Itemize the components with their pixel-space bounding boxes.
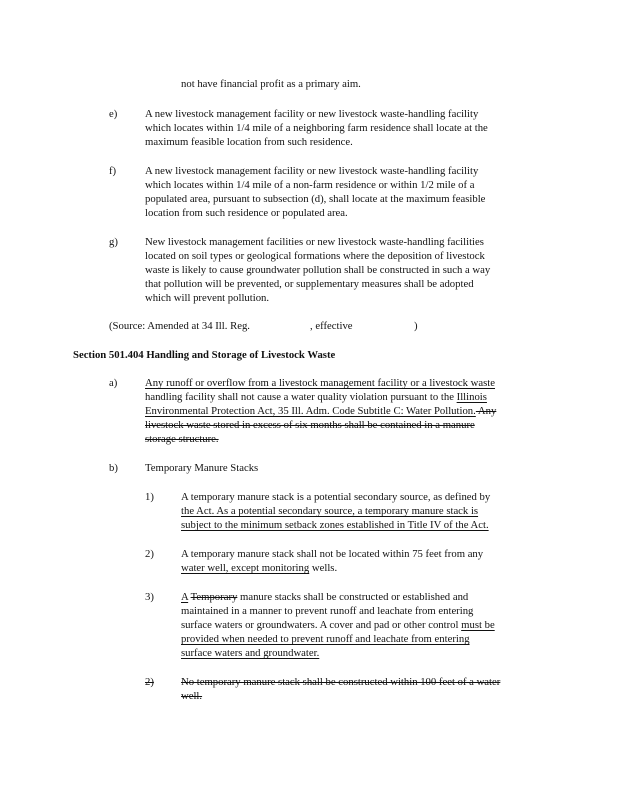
sub-1-line-3-inserted: subject to the minimum setback zones established in Title IV of the Act. <box>181 519 489 531</box>
section-heading: Section 501.404 Handling and Storage of Livestock Waste <box>73 349 336 361</box>
sub-3-line-3-inserted: must be <box>461 619 495 631</box>
item-b-label: b) <box>109 462 118 474</box>
item-g-line-3: waste is likely to cause groundwater pollution shall be constructed in such a way <box>145 264 491 276</box>
item-a-line-4-deleted: livestock waste stored in excess of six months shall be contained in a manure <box>145 419 475 431</box>
item-a-line-3-deleted: Any <box>475 405 497 417</box>
deleted-sub-line-2: well. <box>181 690 203 702</box>
source-note-part-1: (Source: Amended at 34 Ill. Reg. <box>109 320 250 332</box>
item-a-line-2 <box>145 391 487 404</box>
item-a-line-3 <box>145 405 496 418</box>
item-b-continuation: not have financial profit as a primary aim. <box>181 78 361 90</box>
item-a-line-2-text: handling facility shall not cause a water quality violation pursuant to the <box>145 391 457 403</box>
item-f-line-3: populated area, pursuant to subsection (d), shall locate at the maximum feasible <box>145 193 486 205</box>
item-a-label: a) <box>109 377 118 389</box>
sub-3-line-3-text: surface waters or groundwaters. A cover and pad or other control <box>181 619 462 631</box>
item-g-line-1: New livestock management facilities or new livestock waste-handling facilities <box>145 236 484 248</box>
sub-3-line-1-inserted: A <box>181 591 189 603</box>
item-a-line-1-inserted: Any runoff or overflow from a livestock management facility or a livestock waste <box>145 377 496 389</box>
item-g-line-5: which will prevent pollution. <box>145 292 270 304</box>
sub-1-line-2-inserted: the Act. As a potential secondary source, a temporary manure stack is <box>181 505 479 517</box>
item-e-line-2: which locates within 1/4 mile of a neighboring farm residence shall locate at the <box>145 122 488 134</box>
sub-3-line-1 <box>181 591 468 604</box>
deleted-sub-line-1: No temporary manure stack shall be constructed within 100 feet of a water <box>181 676 501 688</box>
item-g-line-2: located on soil types or geological formations where the deposition of livestock <box>145 250 485 262</box>
source-note-part-2: , effective <box>310 320 353 332</box>
item-g-line-4: that pollution will be prevented, or supplementary measures shall be adopted <box>145 278 474 290</box>
sub-3-line-3 <box>181 619 495 632</box>
item-f-line-2: which locates within 1/4 mile of a non-farm residence or within 1/2 mile of a <box>145 179 475 191</box>
sub-2-line-2 <box>181 562 337 575</box>
item-e-line-3: maximum feasible location from such residence. <box>145 136 353 148</box>
item-a-line-3-inserted: Environmental Protection Act, 35 Ill. Adm. Code Subtitle C: Water Pollution. <box>145 405 476 417</box>
sub-2-line-2-text: wells. <box>309 562 338 574</box>
sub-3-label: 3) <box>145 591 154 603</box>
sub-2-line-2-inserted: water well, except monitoring <box>181 562 310 574</box>
item-e-line-1: A new livestock management facility or new livestock waste-handling facility <box>145 108 479 120</box>
item-a-line-1 <box>145 377 495 390</box>
sub-2-label: 2) <box>145 548 154 560</box>
item-g-label: g) <box>109 236 118 248</box>
item-a-line-5-deleted: storage structure. <box>145 433 219 445</box>
item-f-line-4: location from such residence or populated area. <box>145 207 348 219</box>
item-b-title: Temporary Manure Stacks <box>145 462 259 474</box>
item-a-line-2-inserted: Illinois <box>456 391 487 403</box>
sub-3-line-2: maintained in a manner to prevent runoff and leachate from entering <box>181 605 474 617</box>
item-f-label: f) <box>109 165 117 177</box>
sub-3-line-1-deleted: Temporary <box>190 591 238 603</box>
source-note-part-3: ) <box>414 320 418 332</box>
item-f-line-1: A new livestock management facility or new livestock waste-handling facility <box>145 165 479 177</box>
item-e-label: e) <box>109 108 118 120</box>
sub-1-label: 1) <box>145 491 154 503</box>
sub-3-line-5-inserted: surface waters and groundwater. <box>181 647 320 659</box>
sub-1-line-1: A temporary manure stack is a potential secondary source, as defined by <box>181 491 491 503</box>
sub-3-line-4-inserted: provided when needed to prevent runoff and leachate from entering <box>181 633 470 645</box>
deleted-sub-label: 2) <box>145 676 154 688</box>
sub-2-line-1: A temporary manure stack shall not be located within 75 feet from any <box>181 548 484 560</box>
sub-3-line-1-text: manure stacks shall be constructed or established and <box>237 591 469 603</box>
